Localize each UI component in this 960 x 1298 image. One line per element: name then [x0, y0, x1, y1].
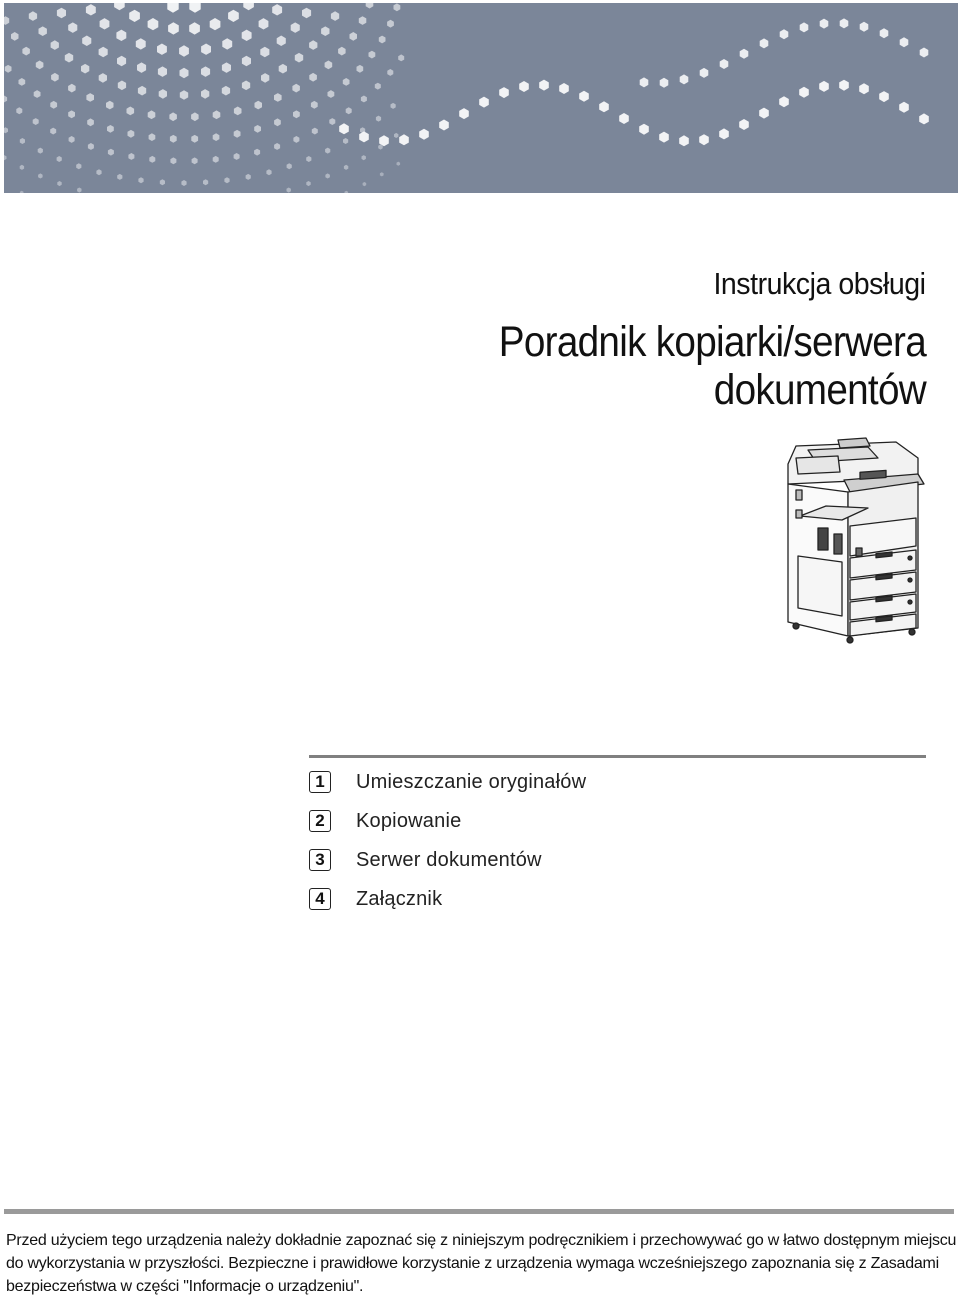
pattern-dot — [107, 125, 114, 133]
pattern-dot — [419, 129, 429, 140]
pattern-dot — [309, 40, 317, 50]
pattern-dot — [20, 191, 24, 193]
pattern-dot — [189, 3, 200, 13]
pattern-dot — [311, 101, 318, 109]
chapter-number-badge: 3 — [309, 849, 331, 871]
pattern-dot — [117, 174, 122, 180]
safety-notice: Przed użyciem tego urządzenia należy dokładnie zapoznać się z niniejszym podręcznikiem i przechowywać go w łatwo dostępnym miejscu do wykorzystania w przyszłości. Bezpieczne i prawidłowe korzystanie z urządzenia wymaga wcześniejszego zapoznania się z Zasadami bezpieczeństwa w części "Informacje o urządzeniu". — [6, 1232, 957, 1295]
pattern-dot — [234, 130, 241, 138]
pattern-dot — [224, 177, 229, 183]
pattern-dot — [149, 156, 155, 163]
pattern-dot — [292, 84, 300, 93]
pattern-dot — [34, 90, 41, 98]
pattern-dot — [859, 83, 869, 94]
pattern-dot — [170, 135, 177, 143]
pattern-dot — [599, 101, 609, 112]
pattern-dot — [277, 36, 286, 47]
pattern-dot — [50, 128, 56, 135]
pattern-dot — [106, 101, 114, 110]
pattern-dot — [148, 110, 156, 119]
pattern-dot — [254, 149, 260, 156]
pattern-dot — [387, 69, 393, 76]
pattern-dot — [159, 89, 167, 99]
pattern-dot — [65, 53, 73, 63]
pattern-dot — [191, 135, 198, 143]
pattern-dot — [363, 182, 367, 186]
pattern-dot — [880, 28, 889, 38]
pattern-dot — [213, 133, 220, 141]
pattern-dot — [169, 112, 177, 121]
pattern-dot — [88, 143, 94, 150]
pattern-dot — [149, 133, 156, 141]
pattern-dot — [699, 134, 709, 145]
footer-divider — [4, 1209, 954, 1214]
pattern-dot — [57, 156, 62, 162]
pattern-dot — [68, 84, 76, 93]
pattern-dot — [378, 145, 383, 150]
pattern-dot — [129, 10, 140, 22]
pattern-dot — [38, 173, 43, 178]
pattern-dot — [255, 101, 263, 110]
pattern-dot — [266, 169, 271, 175]
pattern-dot — [879, 91, 889, 102]
pattern-dot — [246, 174, 251, 180]
pattern-dot — [86, 4, 96, 15]
pattern-dot — [213, 110, 221, 119]
pattern-dot — [679, 135, 689, 146]
pattern-dot — [359, 16, 367, 25]
pattern-dot — [51, 40, 59, 50]
chapter-number-badge: 1 — [309, 771, 331, 793]
chapter-title: Kopiowanie — [356, 809, 462, 832]
pattern-dot — [160, 179, 165, 185]
pattern-dot — [479, 97, 489, 108]
pattern-dot — [302, 8, 311, 19]
pattern-dot — [99, 73, 107, 83]
pattern-dot — [260, 47, 269, 58]
title-line-2: dokumentów — [713, 366, 926, 414]
pattern-dot — [57, 8, 66, 19]
pattern-dot — [243, 3, 254, 10]
pattern-dot — [201, 66, 210, 77]
pattern-dot — [720, 59, 729, 69]
pattern-dot — [210, 18, 221, 30]
pattern-dot — [96, 169, 101, 175]
pattern-dot — [82, 36, 91, 47]
pattern-dot — [379, 36, 386, 44]
pattern-dot — [839, 80, 849, 91]
pattern-dot — [819, 81, 829, 92]
title-line-1: Poradnik kopiarki/serwera — [498, 318, 926, 366]
pattern-dot — [291, 22, 300, 33]
pattern-dot — [306, 181, 310, 186]
pattern-dot — [559, 83, 569, 94]
pattern-dot — [274, 93, 282, 102]
pattern-dot — [201, 44, 211, 55]
pattern-dot — [325, 61, 333, 70]
header-banner — [4, 3, 958, 193]
toc-item[interactable] — [309, 770, 926, 794]
pattern-dot — [287, 163, 292, 169]
pattern-dot — [50, 101, 57, 109]
pattern-dot — [343, 78, 350, 86]
pattern-dot — [11, 32, 19, 41]
pattern-dot — [192, 157, 198, 164]
pattern-dot — [4, 16, 9, 25]
pattern-dot — [29, 11, 37, 21]
pattern-dot — [228, 10, 239, 22]
pattern-dot — [179, 45, 189, 56]
toc-divider — [309, 755, 926, 758]
pattern-dot — [274, 143, 280, 150]
pattern-dot — [157, 44, 167, 55]
pattern-dot — [20, 165, 24, 170]
pattern-dot — [242, 81, 250, 91]
pattern-dot — [660, 78, 669, 88]
pattern-dot — [321, 26, 329, 36]
pattern-dot — [222, 86, 230, 96]
pattern-dot — [519, 81, 529, 92]
pattern-dot — [114, 3, 125, 10]
pattern-dot — [77, 188, 81, 193]
pattern-dot — [20, 138, 25, 144]
pattern-dot — [4, 155, 7, 160]
pattern-dot — [86, 93, 94, 102]
pattern-dot — [19, 78, 26, 86]
pattern-dot — [287, 188, 291, 193]
pattern-dot — [309, 73, 317, 82]
pattern-dot — [376, 116, 381, 122]
pattern-dot — [38, 148, 43, 154]
pattern-dot — [459, 108, 469, 119]
pattern-dot — [439, 120, 449, 131]
pattern-dot — [779, 96, 789, 107]
pattern-dot — [234, 107, 242, 116]
pattern-dot — [117, 56, 126, 67]
pattern-dot — [234, 153, 240, 160]
pattern-dot — [201, 89, 209, 99]
pattern-dot — [36, 61, 44, 70]
pattern-dot — [259, 18, 269, 29]
pattern-dot — [394, 133, 398, 138]
pattern-dot — [158, 66, 167, 77]
pattern-dot — [242, 56, 251, 67]
pattern-dot — [168, 22, 179, 34]
pattern-dot — [138, 86, 146, 96]
pattern-dot — [261, 73, 269, 83]
pattern-dot — [397, 162, 401, 166]
pattern-dot — [148, 18, 159, 30]
pattern-dot — [640, 77, 649, 87]
pattern-dot — [740, 49, 749, 59]
pattern-dot — [57, 181, 61, 186]
pattern-dot — [128, 130, 135, 138]
chapter-title: Załącznik — [356, 887, 443, 910]
pattern-dot — [87, 118, 94, 126]
pattern-dot — [338, 47, 346, 56]
pattern-dot — [394, 3, 401, 11]
pattern-dot — [760, 38, 769, 48]
pattern-dot — [920, 48, 929, 58]
pattern-dot — [325, 173, 330, 178]
pattern-dot — [222, 38, 232, 49]
pattern-dot — [180, 90, 188, 100]
pattern-dot — [272, 4, 282, 15]
pattern-dot — [380, 172, 384, 176]
pattern-dot — [639, 124, 649, 135]
pattern-dot — [76, 163, 81, 169]
pattern-dot — [366, 3, 374, 8]
pattern-dot — [127, 107, 135, 116]
pattern-dot — [108, 149, 114, 156]
pattern-dot — [840, 18, 849, 28]
pattern-dot — [203, 179, 208, 185]
pattern-dot — [350, 32, 358, 41]
pattern-dot — [118, 81, 126, 91]
pattern-dot — [700, 68, 709, 78]
pattern-dot — [16, 107, 22, 114]
pattern-dot — [68, 110, 75, 118]
pattern-dot — [5, 65, 12, 73]
pattern-dot — [899, 102, 909, 113]
pattern-dot — [293, 110, 300, 118]
pattern-dot — [820, 19, 829, 29]
pattern-dot — [329, 118, 335, 125]
pattern-dot — [222, 62, 231, 73]
pattern-dot — [69, 136, 75, 143]
pattern-dot — [22, 47, 30, 56]
pattern-dot — [4, 96, 7, 103]
pattern-dot — [137, 62, 146, 73]
copier-machine-icon — [778, 436, 928, 652]
pattern-dot — [306, 156, 311, 162]
pattern-dot — [128, 153, 134, 160]
table-of-contents — [309, 770, 926, 926]
pattern-dot — [719, 128, 729, 139]
pattern-dot — [68, 22, 77, 33]
pattern-dot — [369, 51, 376, 59]
chapter-number-badge: 4 — [309, 888, 331, 910]
pattern-dot — [331, 11, 339, 21]
pattern-dot — [391, 103, 396, 109]
pattern-dot — [116, 30, 126, 41]
pattern-dot — [138, 177, 143, 183]
pattern-dot — [170, 157, 176, 164]
pattern-dot — [295, 53, 303, 63]
pattern-dot — [619, 113, 629, 124]
pattern-dot — [181, 180, 186, 186]
pattern-dot — [274, 118, 281, 126]
pattern-dot — [189, 22, 200, 34]
pattern-dot — [387, 20, 394, 28]
toc-item[interactable] — [309, 887, 926, 911]
hexagon-dot-pattern-icon — [4, 3, 958, 193]
toc-item[interactable] — [309, 848, 926, 872]
chapter-number-badge: 2 — [309, 810, 331, 832]
pattern-dot — [51, 73, 59, 82]
pattern-dot — [167, 3, 178, 13]
pattern-dot — [739, 119, 749, 130]
pattern-dot — [375, 83, 381, 90]
pattern-dot — [279, 64, 287, 74]
pattern-dot — [361, 96, 367, 103]
document-type: Instrukcja obsługi — [713, 266, 926, 301]
pattern-dot — [357, 65, 364, 73]
pattern-dot — [539, 80, 549, 91]
chapter-title: Umieszczanie oryginałów — [356, 770, 587, 793]
pattern-dot — [345, 191, 349, 193]
pattern-dot — [780, 29, 789, 39]
pattern-dot — [499, 87, 509, 98]
pattern-dot — [799, 87, 809, 98]
pattern-dot — [312, 128, 318, 135]
pattern-dot — [919, 113, 929, 124]
pattern-dot — [81, 64, 89, 74]
pattern-dot — [346, 107, 352, 114]
pattern-dot — [242, 30, 252, 41]
pattern-dot — [659, 132, 669, 143]
pattern-dot — [33, 118, 39, 125]
pattern-dot — [680, 74, 689, 84]
pattern-dot — [293, 136, 299, 143]
pattern-dot — [191, 112, 199, 121]
pattern-dot — [359, 131, 369, 142]
pattern-dot — [136, 38, 146, 49]
pattern-dot — [800, 22, 809, 32]
pattern-dot — [213, 156, 219, 163]
pattern-dot — [860, 22, 869, 32]
toc-item[interactable] — [309, 809, 926, 833]
pattern-dot — [759, 108, 769, 119]
pattern-dot — [398, 54, 404, 61]
pattern-dot — [100, 18, 110, 29]
pattern-dot — [399, 134, 409, 145]
page-title — [368, 318, 926, 414]
pattern-dot — [339, 123, 349, 134]
pattern-dot — [39, 26, 47, 36]
pattern-dot — [180, 68, 189, 79]
pattern-dot — [579, 91, 589, 102]
pattern-dot — [344, 165, 348, 170]
pattern-dot — [4, 127, 8, 133]
pattern-dot — [900, 37, 909, 47]
chapter-title: Serwer dokumentów — [356, 848, 542, 871]
pattern-dot — [362, 155, 366, 160]
pattern-dot — [254, 125, 261, 133]
pattern-dot — [99, 47, 108, 58]
pattern-dot — [325, 148, 330, 154]
pattern-dot — [343, 138, 348, 144]
pattern-dot — [328, 90, 335, 98]
